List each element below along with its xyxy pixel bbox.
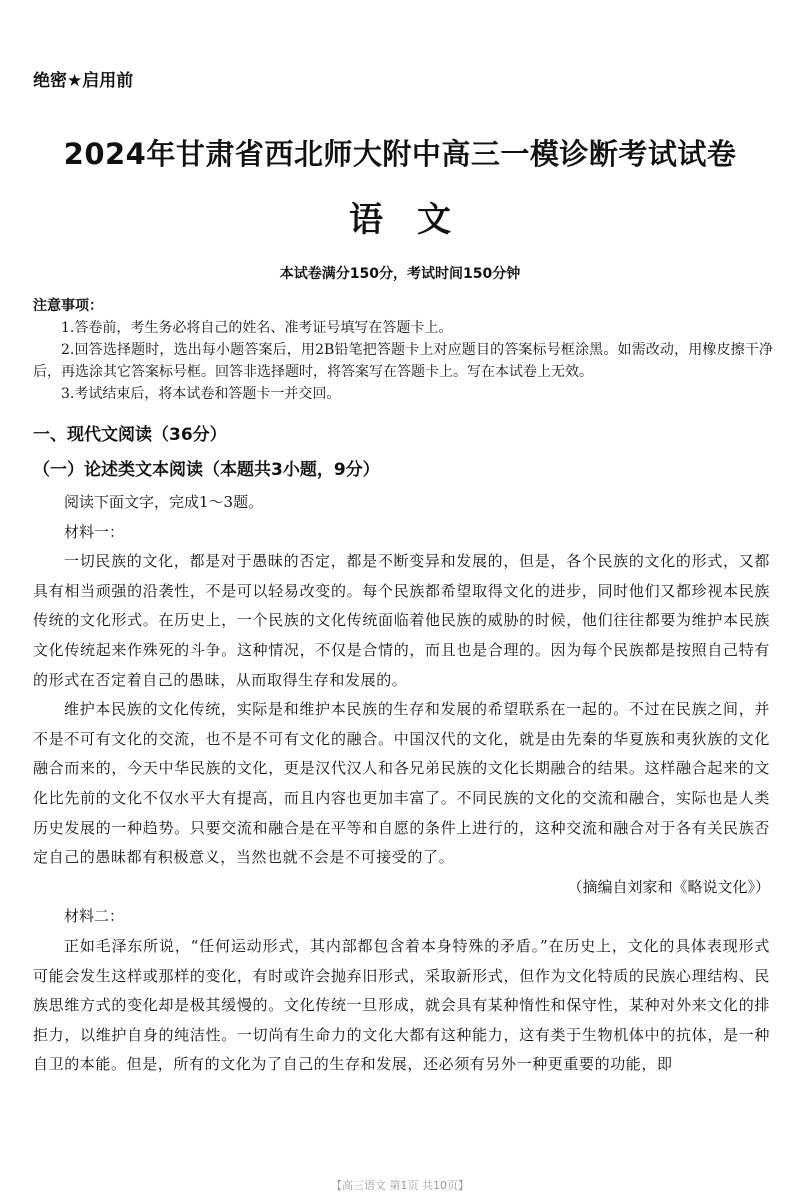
- material-label: 材料一：: [64, 522, 125, 541]
- exam-title: 2024年甘肃省西北师大附中高三一模诊断考试试卷: [63, 137, 737, 171]
- note-item: 1.答卷前，考生务必将自己的姓名、准考证号填写在答题卡上。: [61, 320, 453, 336]
- passage-paragraph: 维护本民族的文化传统，实际是和维护本民族的生存和发展的希望联系在一起的。不过在民族之间，并不是不可有文化的交流，也不是不可有文化的融合。中国汉代的文化，就是由先秦的华夏族和夷狄族的文化融合而来的，今天中华民族的文化，更是汉代汉人和各兄弟民族的文化长期融合的结果。这样融合起来的文化比先前的文化不仅水平大有提高，而且内容也更加丰富了。不同民族的文化的交流和融合，实际也是人类历史发展的一种趋势。只要交流和融合是在平等和自愿的条件上进行的，这种交流和融合对于各有关民族否定自己的愚昧都有积极意义，当然也就不会是不可接受的了。: [33, 700, 770, 867]
- note-item: 2.回答选择题时，选出每小题答案后，用2B铅笔把答题卡上对应题目的答案标号框涂黑。如需改动，用橡皮擦干净后，再选涂其它答案标号框。回答非选择题时，将答案写在答题卡上。写在本试卷上无效。: [33, 342, 773, 380]
- material-label: 材料二：: [64, 907, 125, 926]
- subsection-heading: （一）论述类文本阅读（本题共3小题，9分）: [33, 460, 380, 480]
- score-time-line: 本试卷满分150分，考试时间150分钟: [279, 266, 521, 282]
- page-footer: 【高三语文 第1页 共10页】: [331, 1179, 469, 1192]
- instruction-text: 阅读下面文字，完成1～3题。: [64, 493, 264, 511]
- note-item: 3.考试结束后，将本试卷和答题卡一并交回。: [61, 386, 341, 402]
- notes-title: 注意事项：: [33, 298, 103, 314]
- confidential-label: 绝密★启用前: [33, 71, 134, 91]
- reading-passage: [33, 488, 770, 1080]
- source-citation: （摘编自刘家和《略说文化》）: [567, 877, 770, 896]
- section-heading: 一、现代文阅读（36分）: [33, 425, 227, 445]
- subject-title: 语文: [349, 200, 485, 240]
- notes-block: [33, 295, 773, 405]
- passage-paragraph: 一切民族的文化，都是对于愚昧的否定，都是不断变异和发展的，但是，各个民族的文化的形式，又都具有相当顽强的沿袭性，不是可以轻易改变的。每个民族都希望取得文化的进步，同时他们又都珍视本民族传统的文化形式。在历史上，一个民族的文化传统面临着他民族的威胁的时候，他们往往都要为维护本民族文化传统起来作殊死的斗争。这种情况，不仅是合情的，而且也是合理的。因为每个民族都是按照自己特有的形式在否定着自己的愚昧，从而取得生存和发展的。: [33, 552, 770, 689]
- passage-paragraph: 正如毛泽东所说，“任何运动形式，其内部都包含着本身特殊的矛盾。”在历史上，文化的具体表现形式可能会发生这样或那样的变化，有时或许会抛弃旧形式，采取新形式，但作为文化特质的民族心理结构、民族思维方式的变化却是极其缓慢的。文化传统一旦形成，就会具有某种惰性和保守性，某种对外来文化的排拒力，以维护自身的纯洁性。一切尚有生命力的文化大都有这种能力，这有类于生物机体中的抗体，是一种自卫的本能。但是，所有的文化为了自己的生存和发展，还必须有另外一种更重要的功能，即: [33, 936, 770, 1074]
